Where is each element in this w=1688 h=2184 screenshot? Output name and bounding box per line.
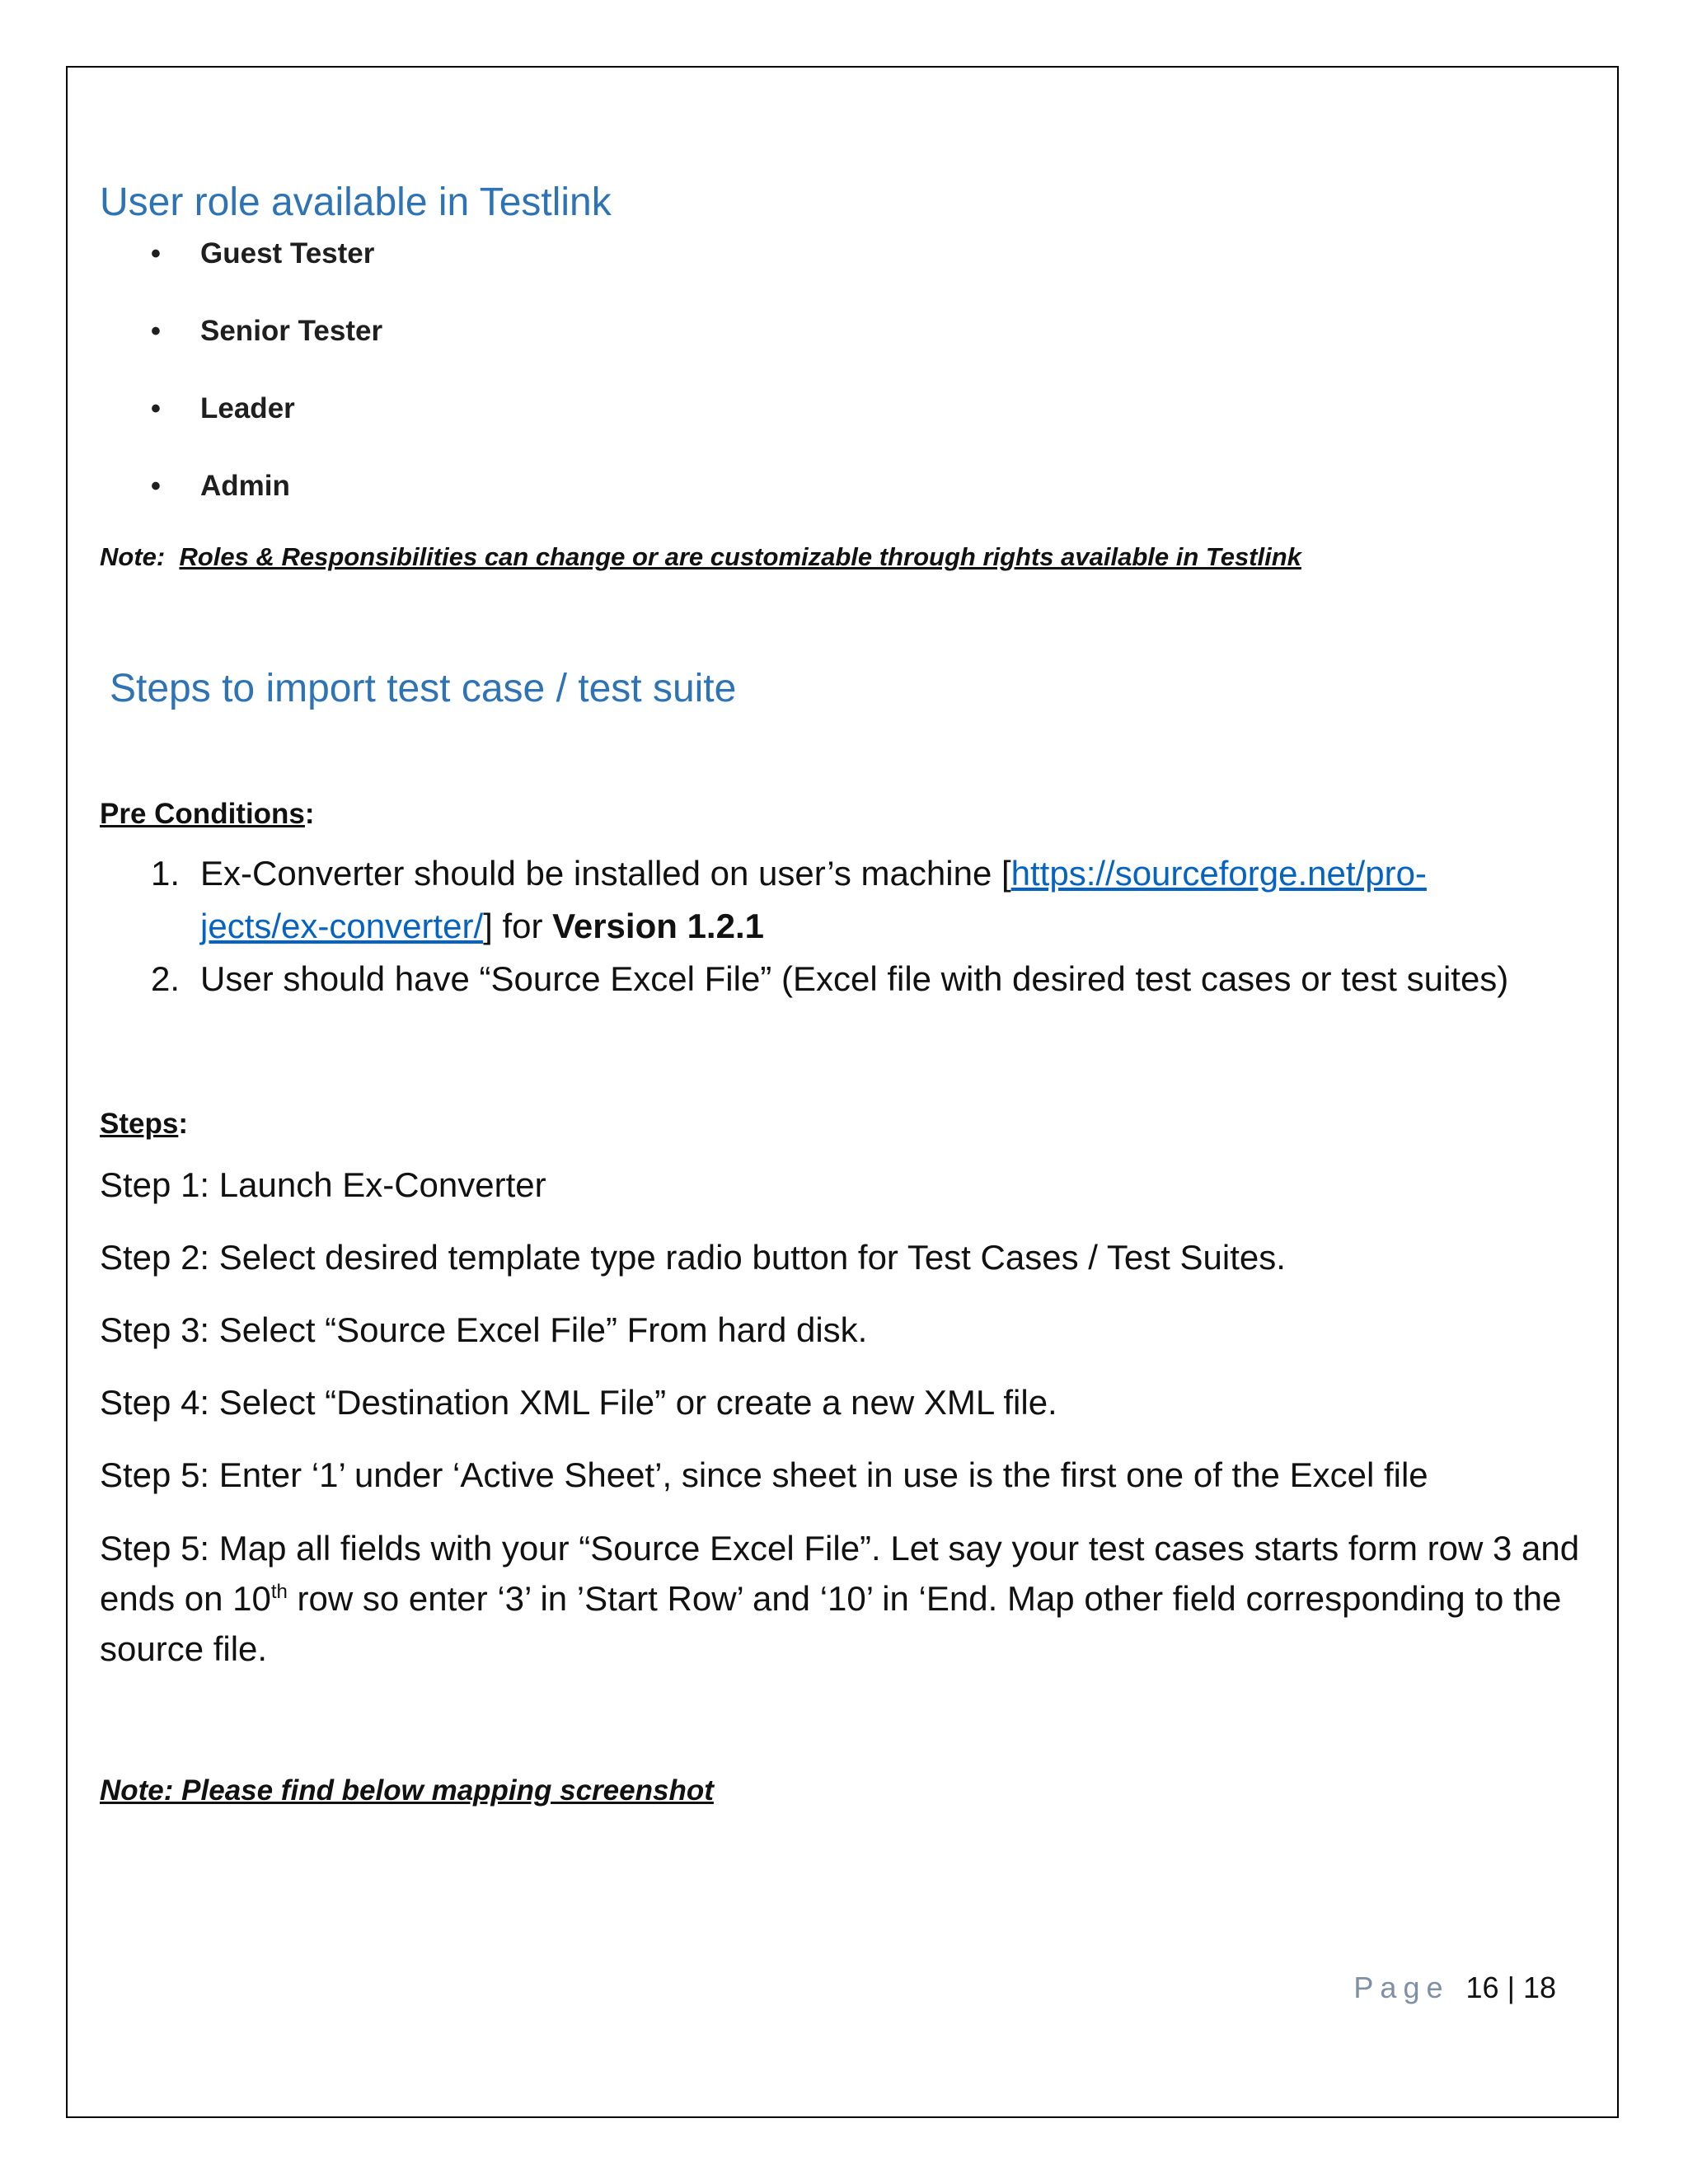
mapping-note: Note: Please find below mapping screenshot: [100, 1774, 714, 1807]
version-text: Version 1.2.1: [552, 907, 764, 945]
page-current: 16: [1465, 1971, 1499, 2004]
step-1: Step 1: Launch Ex-Converter: [100, 1165, 546, 1204]
note-text: Roles & Responsibilities can change or are customizable through rights available in Testlink: [179, 542, 1301, 571]
steps-label: Steps:: [100, 1108, 188, 1140]
list-item: • Senior Tester: [151, 315, 383, 347]
preconditions-list: [100, 847, 1600, 1005]
sourceforge-link[interactable]: https://sourceforge.net/pro- jects/ex-converter/: [200, 854, 1427, 945]
bullet-icon: •: [151, 316, 161, 347]
roles-list: [100, 237, 1600, 503]
page-word: Page: [1353, 1971, 1450, 2004]
list-item: • Guest Tester: [151, 237, 375, 269]
list-item: • Leader: [151, 392, 295, 424]
page-footer: [1353, 1970, 1556, 2006]
list-item: 2. User should have “Source Excel File” (Excel file with desired test cases or test suites): [151, 959, 1509, 998]
list-item: • Admin: [151, 470, 290, 502]
document-content: [100, 178, 1600, 1838]
preconditions-label: Pre Conditions:: [100, 798, 315, 830]
step-5: Step 5: Enter ‘1’ under ‘Active Sheet’, since sheet in use is the first one of the Excel file: [100, 1455, 1428, 1494]
step-6: Step 5: Map all fields with your “Source Excel File”. Let say your test cases starts form row 3 and ends on 10th row so enter ‘3’ in ’Start Row’ and ‘10’ in ‘End. Map other field corresponding to the source file.: [100, 1529, 1580, 1668]
roles-note: [100, 541, 1600, 574]
step-3: Step 3: Select “Source Excel File” From hard disk.: [100, 1310, 868, 1349]
import-heading: Steps to import test case / test suite: [110, 667, 737, 710]
bullet-icon: •: [151, 238, 161, 269]
roles-heading: User role available in Testlink: [100, 180, 612, 224]
note-label: Note:: [100, 542, 166, 571]
bullet-icon: •: [151, 471, 161, 502]
page-total: 18: [1522, 1971, 1556, 2004]
step-4: Step 4: Select “Destination XML File” or create a new XML file.: [100, 1383, 1057, 1422]
list-item: 1. Ex-Converter should be installed on user’s machine [https://sourceforge.net/pro- jects/ex-converter/] for Version 1.2.1: [151, 854, 1427, 945]
step-2: Step 2: Select desired template type radio button for Test Cases / Test Suites.: [100, 1238, 1286, 1277]
bullet-icon: •: [151, 393, 161, 424]
page-separator: |: [1507, 1971, 1515, 2004]
